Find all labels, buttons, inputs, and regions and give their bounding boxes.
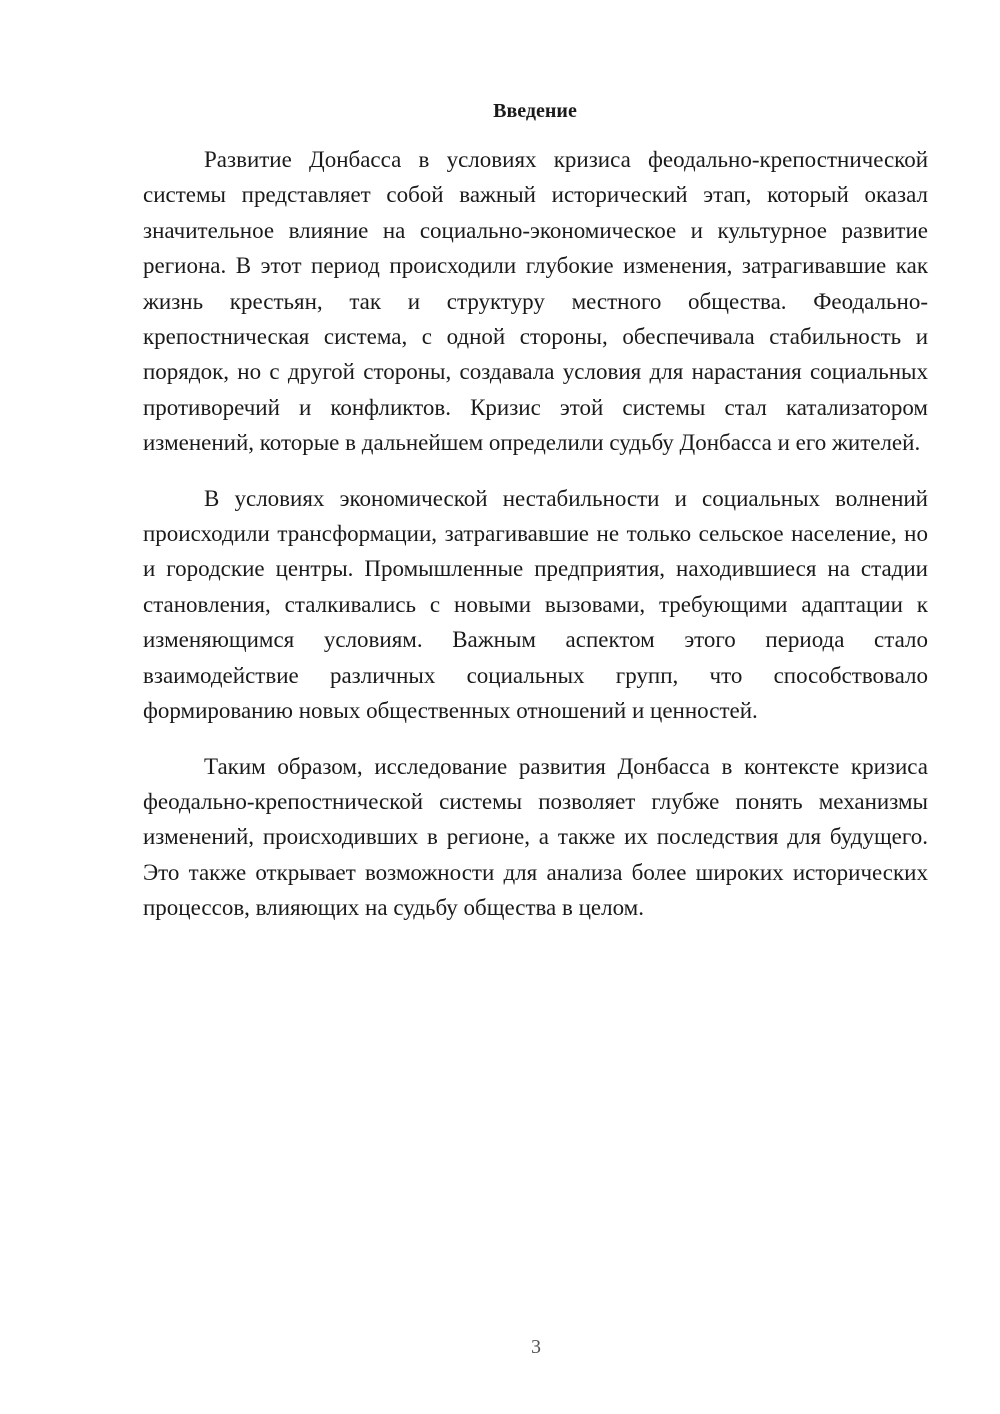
section-title: Введение [493, 100, 577, 122]
paragraph-1: Развитие Донбасса в условиях кризиса феодально-крепостнической системы представляет собой важный исторический этап, который оказал значительное влияние на социально-экономическое и культурное развитие региона. В этот период происходили глубокие изменения, затрагивавшие как жизнь крестьян, так и структуру местного общества. Феодально-крепостническая система, с одной стороны, обеспечивала стабильность и порядок, но с другой стороны, создавала условия для нарастания социальных противоречий и конфликтов. Кризис этой системы стал катализатором изменений, которые в дальнейшем определили судьбу Донбасса и его жителей. [143, 147, 928, 456]
page-number: 3 [531, 1336, 541, 1358]
document-body [143, 142, 928, 946]
paragraph-3: Таким образом, исследование развития Донбасса в контексте кризиса феодально-крепостнической системы позволяет глубже понять механизмы изменений, происходивших в регионе, а также их последствия для будущего. Это также открывает возможности для анализа более широких исторических процессов, влияющих на судьбу общества в целом. [143, 753, 928, 921]
paragraph-2: В условиях экономической нестабильности и социальных волнений происходили трансформации, затрагивавшие не только сельское население, но и городские центры. Промышленные предприятия, находившиеся на стадии становления, сталкивались с новыми вызовами, требующими адаптации к изменяющимся условиям. Важным аспектом этого периода стало взаимодействие различных социальных групп, что способствовало формированию новых общественных отношений и ценностей. [143, 485, 928, 724]
